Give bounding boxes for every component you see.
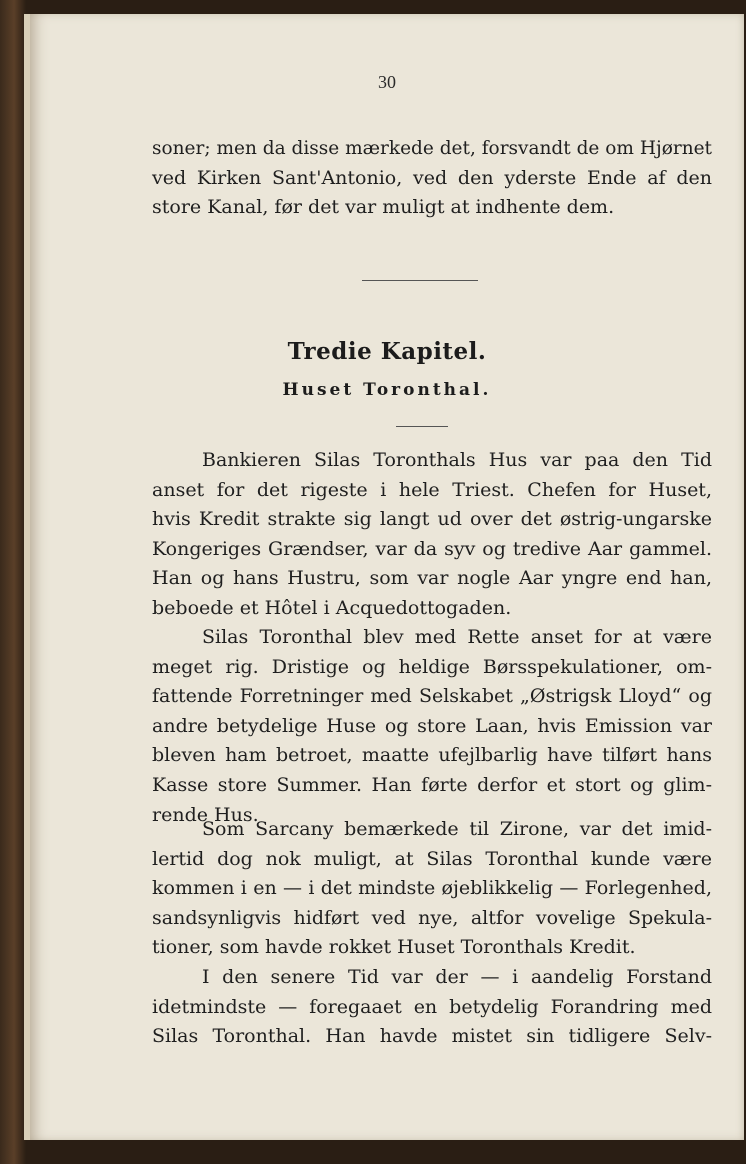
section-divider [362,280,478,281]
text-line: fattende Forretninger med Selskabet „Østrigsk Lloyd“ og [152,685,712,708]
text-line: Silas Toronthal. Han havde mistet sin tidligere Selv- [152,1025,712,1048]
text-line: meget rig. Dristige og heldige Børsspekulationer, om- [152,655,712,678]
text-line: soner; men da disse mærkede det, forsvandt de om Hjørnet [152,138,712,159]
text-line: sandsynligvis hidført ved nye, altfor vovelige Spekula- [152,906,712,929]
text-line: ved Kirken Sant'Antonio, ved den yderste Ende af den [152,166,712,189]
text-line: tioner, som havde rokket Huset Toronthals Kredit. [152,936,636,959]
chapter-title: Tredie Kapitel. [287,338,487,365]
text-line: beboede et Hôtel i Acquedottogaden. [152,596,512,619]
text-line: idetmindste — foregaaet en betydelig Forandring med [152,995,712,1018]
text-line: kommen i en — i det mindste øjeblikkelig — Forlegenhed, [152,877,712,900]
text-line: Kasse store Summer. Han førte derfor et stort og glim- [152,773,712,796]
text-line: Han og hans Hustru, som var nogle Aar yngre end han, [152,567,712,590]
opening-paragraph [152,134,712,223]
chapter-subtitle: Huset Toronthal. [282,380,492,400]
text-line: Bankieren Silas Toronthals Hus var paa den Tid [202,449,712,471]
paragraph-4 [152,963,712,1052]
text-line: hvis Kredit strakte sig langt ud over det østrig-ungarske [152,508,712,531]
title-divider [396,426,448,427]
book-page [24,14,744,1140]
text-line: lertid dog nok muligt, at Silas Toronthal kunde være [152,847,712,870]
text-line: Kongeriges Grændser, var da syv og tredive Aar gammel. [152,537,712,560]
page-number: 30 [378,72,396,92]
paragraph-2 [152,623,712,830]
text-line: anset for det rigeste i hele Triest. Chefen for Huset, [152,478,712,501]
text-line: rende Hus. [152,803,259,826]
text-line: Som Sarcany bemærkede til Zirone, var det imid- [202,818,712,840]
text-line: store Kanal, før det var muligt at indhente dem. [152,196,615,219]
paragraph-3 [152,815,712,963]
text-line: I den senere Tid var der — i aandelig Forstand [202,966,712,988]
text-line: andre betydelige Huse og store Laan, hvis Emission var [152,714,712,737]
text-line: Silas Toronthal blev med Rette anset for at være [202,626,712,648]
page-content [52,14,722,1140]
paragraph-1 [152,446,712,624]
text-line: bleven ham betroet, maatte ufejlbarlig have tilført hans [152,744,712,767]
